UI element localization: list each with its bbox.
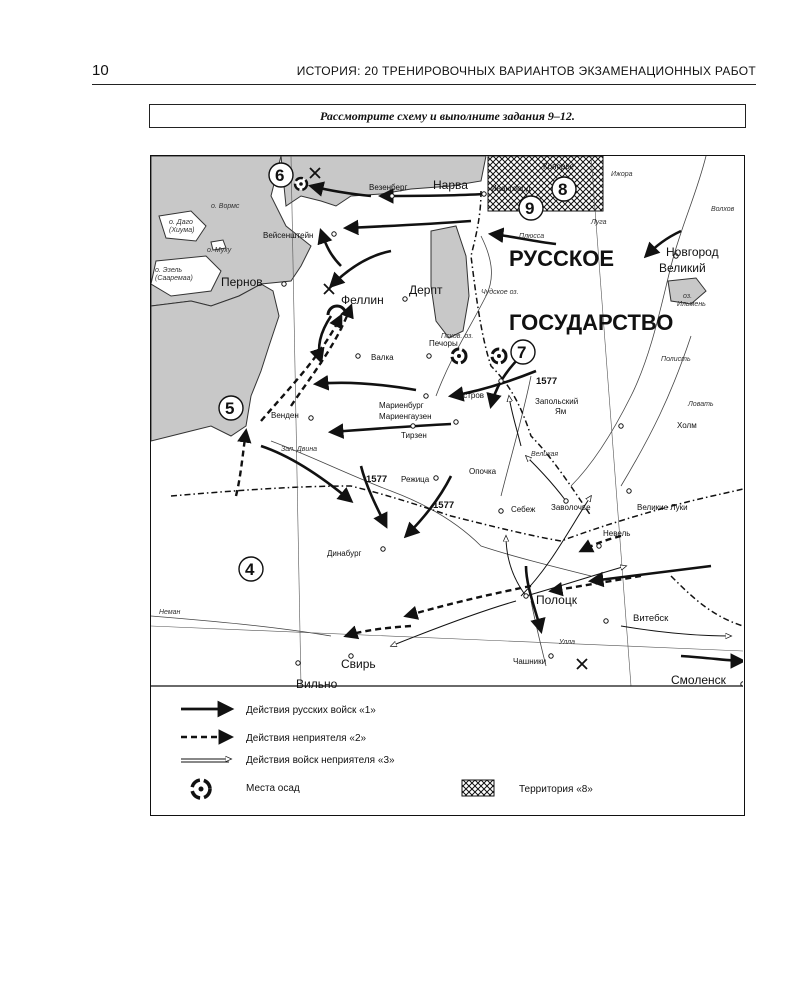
enemy-3-arrow-4 bbox=[526, 456, 566, 501]
geo-lovat: Ловать bbox=[688, 401, 714, 408]
geo-chudskoe: Чудское оз. bbox=[481, 289, 519, 296]
legend bbox=[181, 705, 593, 798]
geo-volkhov: Волхов bbox=[711, 206, 735, 213]
city-novgorod-2: Великий bbox=[659, 261, 706, 275]
russian-arrow-15 bbox=[591, 566, 711, 581]
siege-marker-vezenberg bbox=[295, 178, 307, 190]
geo-pskov-oz: Псков. оз. bbox=[441, 333, 474, 340]
marker-9 bbox=[519, 196, 543, 220]
svg-text:4: 4 bbox=[245, 560, 255, 579]
svg-text:Действия русских войск «1»: Действия русских войск «1» bbox=[246, 705, 376, 716]
siege-marker-ostrov bbox=[492, 349, 506, 363]
book-title: ИСТОРИЯ: 20 ТРЕНИРОВОЧНЫХ ВАРИАНТОВ ЭКЗАМЕНАЦИОННЫХ РАБОТ bbox=[296, 64, 756, 78]
page-number: 10 bbox=[92, 62, 109, 79]
city-derpt: Дерпт bbox=[409, 283, 443, 297]
city-svir: Свирь bbox=[341, 657, 376, 671]
marker-5 bbox=[219, 396, 243, 420]
geo-mukhu: о. Муху bbox=[207, 247, 232, 254]
geo-izhora: Ижора bbox=[611, 171, 633, 178]
city-chashniki: Чашники bbox=[513, 657, 547, 666]
geo-plyussa: Плюсса bbox=[519, 233, 545, 240]
siege-marker-pechory bbox=[452, 349, 466, 363]
legend-enemy-3 bbox=[181, 755, 395, 766]
historical-map bbox=[150, 155, 745, 816]
region-label-line1: РУССКОЕ bbox=[509, 246, 615, 271]
task-instruction-box bbox=[149, 104, 746, 128]
city-tirzen: Тирзен bbox=[401, 431, 427, 440]
city-venden: Венден bbox=[271, 411, 299, 420]
city-smolensk: Смоленск bbox=[671, 673, 726, 687]
city-zapolsky-1: Запольский bbox=[535, 397, 579, 406]
city-marienburg: Мариенбург bbox=[379, 401, 424, 410]
geo-ezel-2: (Сааремаа) bbox=[155, 275, 193, 282]
battle-cross-3 bbox=[577, 659, 587, 669]
year-label-2: 1577 bbox=[366, 474, 388, 485]
city-novgorod-1: Новгород bbox=[666, 245, 719, 259]
city-valka: Валка bbox=[371, 353, 394, 362]
siege-markers bbox=[295, 178, 506, 363]
russian-arrow-1 bbox=[381, 194, 484, 196]
city-ivangorod: Ивангород bbox=[491, 184, 531, 193]
legend-enemy-2 bbox=[181, 733, 367, 744]
city-narva: Нарва bbox=[433, 178, 468, 192]
legend-sieges bbox=[192, 780, 300, 798]
legend-territory-8 bbox=[462, 780, 593, 796]
city-rezhitsa: Режица bbox=[401, 475, 430, 484]
svg-text:7: 7 bbox=[517, 343, 527, 362]
city-velikie-luki: Великие Луки bbox=[637, 503, 688, 512]
russian-arrow-14 bbox=[331, 251, 391, 286]
battle-cross-2 bbox=[324, 284, 334, 294]
geo-zap-dvina: Зап. Двина bbox=[281, 446, 318, 453]
geo-ilmen-2: Ильмень bbox=[677, 301, 706, 308]
geo-polist: Полисть bbox=[661, 356, 691, 363]
city-polotsk: Полоцк bbox=[536, 593, 577, 607]
city-fellin: Феллин bbox=[341, 293, 384, 307]
svg-text:9: 9 bbox=[525, 199, 535, 218]
city-sebezh: Себеж bbox=[511, 505, 536, 514]
city-zapolsky-2: Ям bbox=[555, 407, 567, 416]
enemy-3-arrow-5 bbox=[506, 536, 526, 596]
map-svg bbox=[151, 156, 743, 814]
russian-arrow-9 bbox=[261, 446, 351, 501]
geo-dago-2: (Хиума) bbox=[169, 227, 195, 234]
region-label-line2: ГОСУДАРСТВО bbox=[509, 310, 674, 335]
enemy-2-arrow-5 bbox=[551, 576, 641, 591]
geo-ezel-1: о. Эзель bbox=[155, 267, 183, 274]
svg-text:Действия неприятеля «2»: Действия неприятеля «2» bbox=[246, 733, 367, 744]
enemy-3-arrow-3 bbox=[391, 601, 516, 646]
city-ostrov: Остров bbox=[457, 391, 485, 400]
city-pernov: Пернов bbox=[221, 275, 263, 289]
city-koporye: Копорье bbox=[543, 162, 574, 171]
geo-velikaya: Великая bbox=[531, 451, 559, 458]
enemy-2-arrow-6 bbox=[581, 536, 621, 551]
year-label-3: 1577 bbox=[433, 500, 455, 511]
marker-8 bbox=[552, 177, 576, 201]
svg-text:Территория «8»: Территория «8» bbox=[519, 784, 593, 795]
marker-7 bbox=[511, 340, 535, 364]
geo-luga: Луга bbox=[591, 219, 607, 226]
enemy-3-arrow-7 bbox=[509, 396, 521, 446]
svg-text:Места осад: Места осад bbox=[246, 783, 300, 794]
geo-worms: о. Вормс bbox=[211, 203, 240, 210]
geo-ulla: Улла bbox=[559, 639, 576, 646]
year-label-1: 1577 bbox=[536, 376, 558, 387]
legend-russian-troops bbox=[181, 705, 376, 716]
svg-text:5: 5 bbox=[225, 399, 235, 418]
city-vitebsk: Витебск bbox=[633, 613, 669, 624]
svg-text:6: 6 bbox=[275, 166, 285, 185]
russian-arrow-6 bbox=[316, 383, 416, 390]
enemy-2-arrow-1 bbox=[236, 431, 246, 496]
city-veissenstein: Вейсенштейн bbox=[263, 231, 314, 240]
russian-arrow-13 bbox=[321, 231, 341, 266]
city-kholm: Холм bbox=[677, 421, 697, 430]
svg-text:Действия войск неприятеля «3»: Действия войск неприятеля «3» bbox=[246, 755, 395, 766]
city-vezenberg: Везенберг bbox=[369, 183, 408, 192]
city-zavolochye: Заволочье bbox=[551, 503, 591, 512]
enemy-3-arrows bbox=[391, 396, 731, 646]
city-opochka: Опочка bbox=[469, 467, 497, 476]
geo-dago-1: о. Даго bbox=[169, 219, 193, 226]
siege-marker-fellin bbox=[328, 306, 346, 315]
russian-arrow-16 bbox=[681, 656, 743, 661]
page-header bbox=[92, 56, 756, 85]
russian-arrow-7 bbox=[331, 424, 451, 432]
city-nevel: Невель bbox=[603, 529, 631, 538]
city-pechory: Печоры bbox=[429, 339, 458, 348]
city-marienhausen: Мариенгаузен bbox=[379, 412, 432, 421]
marker-6 bbox=[269, 163, 293, 187]
task-instruction: Рассмотрите схему и выполните задания 9–12. bbox=[320, 109, 575, 123]
city-dinaburg: Динабург bbox=[327, 549, 362, 558]
marker-4 bbox=[239, 557, 263, 581]
geo-ilmen-1: оз. bbox=[683, 293, 693, 300]
svg-text:8: 8 bbox=[558, 180, 568, 199]
enemy-2-arrow-4 bbox=[406, 586, 531, 616]
geo-neman: Неман bbox=[159, 609, 181, 616]
city-vilno: Вильно bbox=[296, 677, 338, 691]
enemy-3-arrow-6 bbox=[621, 626, 731, 636]
